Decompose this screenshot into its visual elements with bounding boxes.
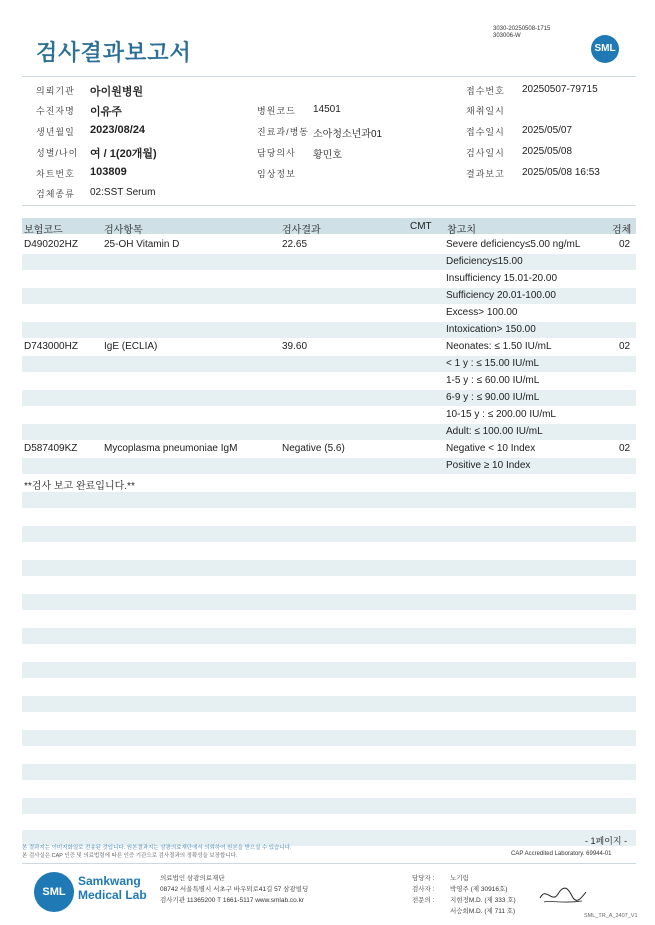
name-label: 수진자명 [36, 106, 75, 116]
staff-1: 노기림 [450, 875, 469, 882]
dob-label: 생년월일 [36, 127, 75, 137]
reference-line: Neonates: ≤ 1.50 IU/mL [446, 341, 552, 352]
document-id-line2: 303006-W [493, 33, 521, 39]
divider-mid [22, 205, 636, 206]
receipt-no-label: 접수번호 [466, 86, 505, 96]
test-date-value: 2025/05/08 [522, 146, 573, 157]
dob-value: 2023/08/24 [90, 124, 146, 136]
reference-line: 1-5 y : ≤ 60.00 IU/mL [446, 375, 540, 386]
staff-label-3: 전문의 : [412, 897, 435, 904]
org-address: 08742 서울특별시 서초구 바우뫼로41길 57 삼광빌딩 [160, 886, 309, 893]
reference-line: Intoxication> 150.00 [446, 324, 536, 335]
col-reference: 참고치 [447, 225, 476, 236]
doctor-value: 황민호 [313, 150, 342, 161]
specimen-value: 02:SST Serum [90, 187, 156, 198]
row-code: D743000HZ [24, 341, 78, 352]
brand-line-2: Medical Lab [78, 888, 147, 902]
sex-age-label: 성별/나이 [36, 148, 79, 158]
reference-line: Insufficiency 15.01-20.00 [446, 273, 558, 284]
doctor-label: 담당의사 [257, 148, 296, 158]
col-cmt: CMT [410, 221, 432, 232]
row-code: D490202HZ [24, 239, 78, 250]
brand-line-1: Samkwang [78, 874, 141, 888]
hospital-value: 아이원병원 [90, 86, 144, 98]
dept-value: 소아청소년과01 [313, 129, 383, 140]
dept-label: 진료과/병동 [257, 127, 309, 137]
footer-note-2: 본 검사실은 CAP 인증 및 의료법령에 따른 인증 기관으로 검사결과의 정확성을 보장합니다. [22, 853, 238, 859]
staff-label-1: 담당자 : [412, 875, 435, 882]
receipt-date-value: 2025/05/07 [522, 125, 573, 136]
row-item: IgE (ECLIA) [104, 341, 158, 352]
hospital-code-label: 병원코드 [257, 106, 296, 116]
row-result: 22.65 [282, 239, 308, 250]
report-complete-note: **검사 보고 완료입니다.** [24, 481, 135, 492]
staff-2: 박영주 (제 30916호) [450, 886, 508, 893]
col-result: 검사결과 [282, 225, 321, 236]
reference-line: Sufficiency 20.01-100.00 [446, 290, 556, 301]
sml-footer-logo-icon: SML [34, 872, 74, 912]
reference-line: 10-15 y : ≤ 200.00 IU/mL [446, 409, 556, 420]
report-date-value: 2025/05/08 16:53 [522, 167, 600, 178]
row-specimen: 02 [619, 239, 631, 250]
receipt-no-value: 20250507-79715 [522, 84, 598, 95]
reference-line: Positive ≥ 10 Index [446, 460, 531, 471]
footer-note-1: 본 결과지는 이미지화일로 전송된 것입니다. 원본결과지는 삼광의료재단에서 의뢰하여 원본을 받으실 수 있습니다. [22, 845, 292, 851]
org-name: 의료법인 삼광의료재단 [160, 875, 225, 882]
reference-line: Severe deficiency≤5.00 ng/mL [446, 239, 581, 250]
signature-icon [538, 882, 588, 908]
col-item: 검사항목 [104, 225, 143, 236]
row-code: D587409KZ [24, 443, 78, 454]
reference-line: Negative < 10 Index [446, 443, 536, 454]
name-value: 이유주 [90, 106, 122, 118]
form-code: SML_TR_A_2407_V1 [584, 913, 638, 919]
staff-4: 서승희M.D. (제 711 호) [450, 908, 516, 915]
col-code: 보험코드 [24, 225, 63, 236]
col-specimen: 검체 [612, 225, 632, 236]
divider-footer [22, 863, 636, 864]
staff-3: 지현정M.D. (제 333 호) [450, 897, 516, 904]
cap-accreditation: CAP Accredited Laboratory. 69944-01 [511, 851, 612, 857]
document-id-line1: 3030-20250508-1715 [493, 26, 551, 32]
collect-date-label: 채취일시 [466, 106, 505, 116]
row-item: Mycoplasma pneumoniae IgM [104, 443, 238, 454]
hospital-label: 의뢰기관 [36, 86, 75, 96]
row-specimen: 02 [619, 341, 631, 352]
test-date-label: 검사일시 [466, 148, 505, 158]
report-date-label: 결과보고 [466, 169, 505, 179]
report-title: 검사결과보고서 [36, 40, 192, 65]
reference-line: Adult: ≤ 100.00 IU/mL [446, 426, 543, 437]
row-result: 39.60 [282, 341, 308, 352]
staff-label-2: 검사자 : [412, 886, 435, 893]
page-number: - 1페이지 - [585, 836, 628, 846]
receipt-date-label: 접수일시 [466, 127, 505, 137]
sml-logo-icon: SML [591, 35, 619, 63]
row-result: Negative (5.6) [282, 443, 345, 454]
chart-no-value: 103809 [90, 166, 127, 178]
document-id [493, 26, 550, 40]
sex-age-value: 여 / 1(20개월) [90, 148, 157, 160]
reference-line: 6-9 y : ≤ 90.00 IU/mL [446, 392, 540, 403]
reference-line: Deficiency≤15.00 [446, 256, 523, 267]
divider-top [22, 76, 636, 77]
reference-line: Excess> 100.00 [446, 307, 518, 318]
row-item: 25-OH Vitamin D [104, 239, 180, 250]
specimen-label: 검체종류 [36, 189, 75, 199]
brand-name [78, 874, 147, 902]
chart-no-label: 차트번호 [36, 169, 75, 179]
clinical-label: 임상정보 [257, 169, 296, 179]
row-specimen: 02 [619, 443, 631, 454]
hospital-code-value: 14501 [313, 104, 341, 115]
reference-line: < 1 y : ≤ 15.00 IU/mL [446, 358, 540, 369]
org-contact: 검사기관 11365200 T 1661-5117 www.smlab.co.kr [160, 897, 304, 904]
